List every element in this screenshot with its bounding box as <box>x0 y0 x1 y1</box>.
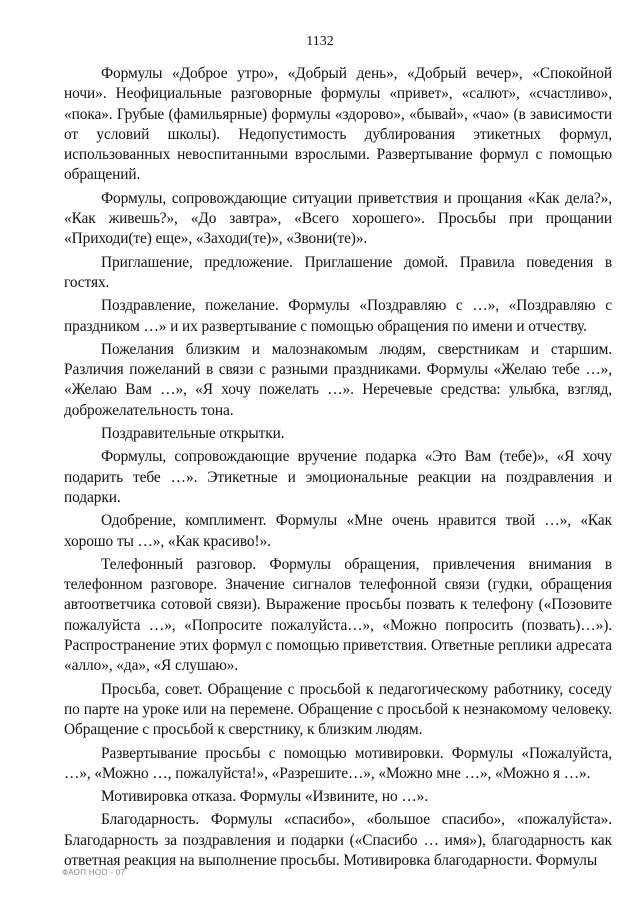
paragraph: Телефонный разговор. Формулы обращения, привлечения внимания в телефонном разговоре. Значение сигналов телефонной связи (гудки, обращения автоответчика сотовой связи). Выражение просьбы позвать к телефону («Позовите пожалуйста …», «Попросите пожалуйста…», «Можно попросить (позвать)…»). Распространение этих формул с помощью приветствия. Ответные реплики адресата «алло», «да», «Я слушаю». <box>64 555 612 675</box>
paragraph: Формулы, сопровождающие вручение подарка «Это Вам (тебе)», «Я хочу подарить тебе …». Этикетные и эмоциональные реакции на поздравления и подарки. <box>64 448 612 506</box>
page-number: 1132 <box>306 34 334 49</box>
paragraph: Просьба, совет. Обращение с просьбой к педагогическому работнику, соседу по парте на уроке или на перемене. Обращение с просьбой к незнакомому человеку. Обращение с просьбой к сверстнику, к близким людям. <box>64 680 612 739</box>
paragraph: Развертывание просьбы с помощью мотивировки. Формулы «Пожалуйста, …», «Можно …, пожалуйста!», «Разрешите…», «Можно мне …», «Можно я …». <box>64 744 612 782</box>
paragraph: Поздравительные открытки. <box>101 425 285 443</box>
paragraph: Благодарность. Формулы «спасибо», «большое спасибо», «пожалуйста». Благодарность за поздравления и подарки («Спасибо … имя»), благодарность как ответная реакция на выполнение просьбы. Мотивировка благодарности. Формулы <box>64 811 612 869</box>
paragraph: Пожелания близким и малознакомым людям, сверстникам и старшим. Различия пожеланий в связи с разными праздниками. Формулы «Желаю тебе …», «Желаю Вам …», «Я хочу пожелать …». Неречевые средства: улыбка, взгляд, доброжелательность тона. <box>64 340 612 419</box>
document-body <box>64 64 612 874</box>
paragraph: Формулы «Доброе утро», «Добрый день», «Добрый вечер», «Спокойной ночи». Неофициальные разговорные формулы «привет», «салют», «счастливо», «пока». Грубые (фамильярные) формулы «здорово», «бывай», «чао» (в зависимости от условий школы). Недопустимость дублирования этикетных формул, использованных невоспитанными взрослыми. Развертывание формул с помощью обращений. <box>64 65 612 184</box>
paragraph: Мотивировка отказа. Формулы «Извините, но …». <box>101 788 429 806</box>
paragraph: Формулы, сопровождающие ситуации приветствия и прощания «Как дела?», «Как живешь?», «До завтра», «Всего хорошего». Просьбы при прощании «Приходи(те) еще», «Заходи(те)», «Звони(те)». <box>64 189 612 248</box>
paragraph: Приглашение, предложение. Приглашение домой. Правила поведения в гостях. <box>64 253 612 291</box>
paragraph: Поздравление, пожелание. Формулы «Поздравляю с …», «Поздравляю с праздником …» и их развертывание с помощью обращения по имени и отчеству. <box>64 297 612 335</box>
paragraph: Одобрение, комплимент. Формулы «Мне очень нравится твой …», «Как хорошо ты …», «Как красиво!». <box>64 512 612 550</box>
page-footer: ФАОП НОО - 07 <box>62 868 126 877</box>
